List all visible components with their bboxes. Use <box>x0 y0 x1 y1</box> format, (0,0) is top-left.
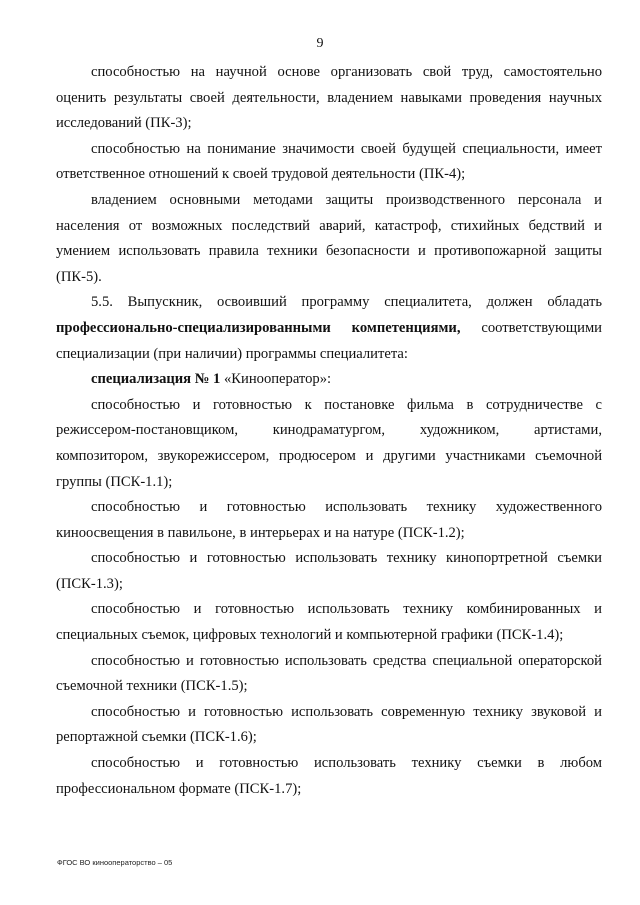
section-intro-text: 5.5. Выпускник, освоивший программу специалитета, должен обладать <box>91 294 602 311</box>
paragraph-pk4: способностью на понимание значимости своей будущей специальности, имеет ответственное отношений к своей трудовой деятельности (ПК-4); <box>56 140 602 183</box>
paragraph-psk-1-5: способностью и готовностью использовать средства специальной операторской съемочной техники (ПСК-1.5); <box>56 652 602 695</box>
section-bold-term: профессионально-специализированными компетенциями, <box>56 319 461 336</box>
paragraph-psk-1-1: способностью и готовностью к постановке фильма в сотрудничестве с режиссером-постановщиком, кинодраматургом, художником, артистами, композитором, звукорежиссером, продюсером и другими участниками съемочной группы (ПСК-1.1); <box>56 396 602 490</box>
specialization-name: «Кинооператор»: <box>220 371 332 388</box>
paragraph-specialization-heading <box>56 367 602 393</box>
footer-document-code: ФГОС ВО кинооператорство – 05 <box>57 858 173 867</box>
paragraph-psk-1-6: способностью и готовностью использовать современную технику звуковой и репортажной съемки (ПСК-1.6); <box>56 703 602 746</box>
document-body <box>56 60 602 802</box>
paragraph-pk5: владением основными методами защиты производственного персонала и населения от возможных последствий аварий, катастроф, стихийных бедствий и умением использовать правила техники безопасности и противопожарной защиты (ПК-5). <box>56 191 602 285</box>
paragraph-section-5-5 <box>56 290 602 367</box>
paragraph-psk-1-4: способностью и готовностью использовать технику комбинированных и специальных съемок, цифровых технологий и компьютерной графики (ПСК-1.4); <box>56 601 602 644</box>
paragraph-psk-1-7: способностью и готовностью использовать технику съемки в любом профессиональном формате (ПСК-1.7); <box>56 755 602 797</box>
section-trailing-text: соответствующими специализации (при наличии) программы специалитета: <box>56 319 602 362</box>
paragraph-psk-1-3: способностью и готовностью использовать технику кинопортретной съемки (ПСК-1.3); <box>56 550 602 592</box>
paragraph-psk-1-2: способностью и готовностью использовать технику художественного киноосвещения в павильоне, в интерьерах и на натуре (ПСК-1.2); <box>56 499 602 541</box>
specialization-label: специализация № 1 <box>91 371 221 388</box>
page-number: 9 <box>316 36 324 51</box>
paragraph-pk3: способностью на научной основе организовать свой труд, самостоятельно оценить результаты своей деятельности, владением навыками проведения научных исследований (ПК-3); <box>56 64 602 132</box>
